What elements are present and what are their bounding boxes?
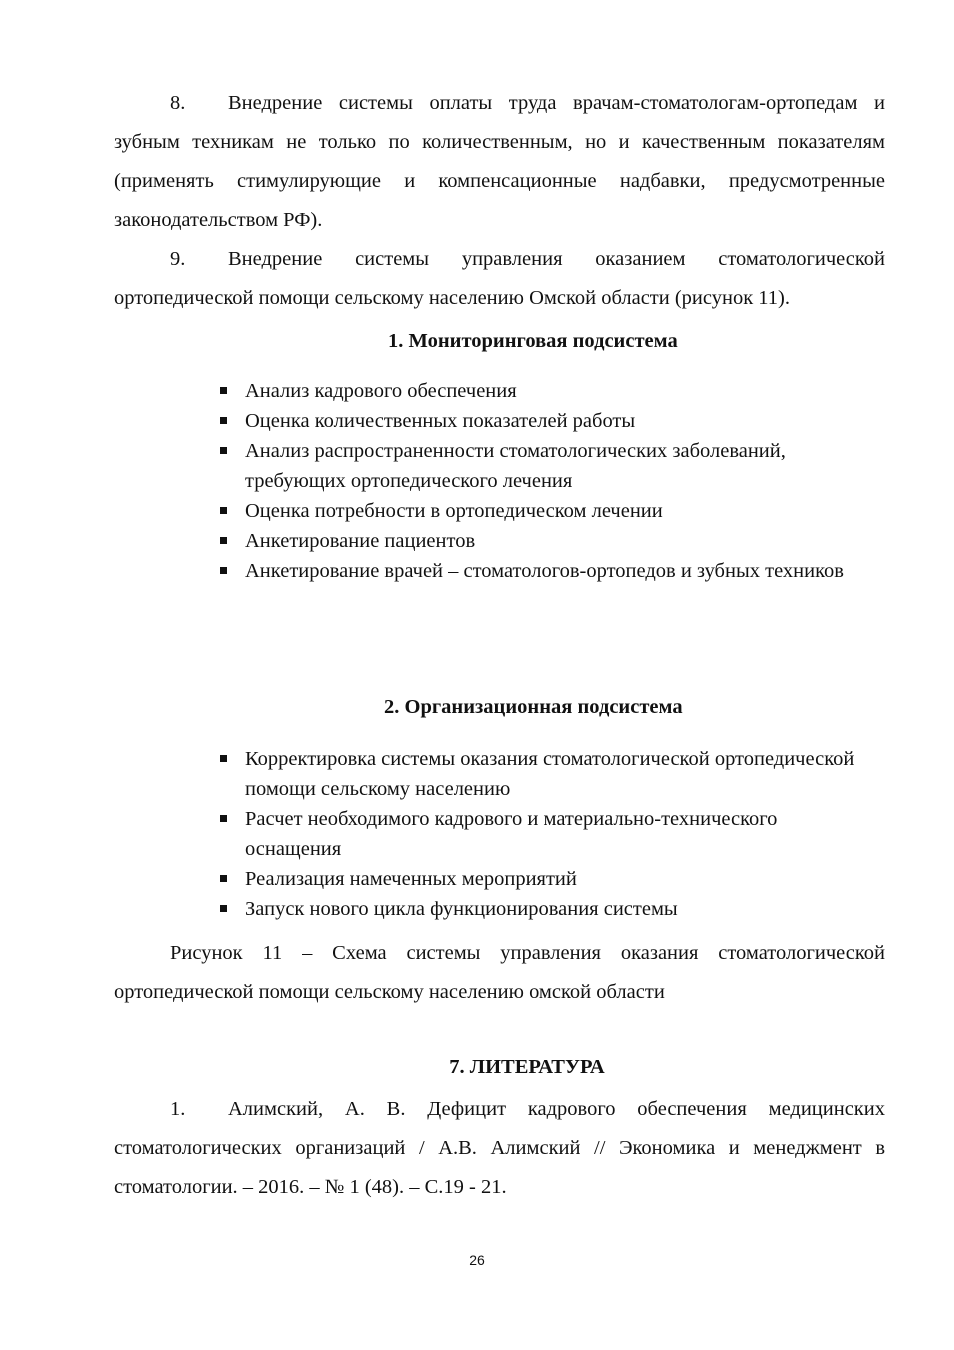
list-item [218, 744, 858, 804]
list-item [218, 556, 858, 586]
monitoring-subsystem-list [218, 376, 858, 586]
square-bullet-icon [220, 537, 227, 544]
reference-number: 1. [170, 1098, 186, 1120]
square-bullet-icon [220, 447, 227, 454]
list-item-text: Расчет необходимого кадрового и материально-технического оснащения [245, 808, 778, 860]
list-item [218, 864, 858, 894]
list-item [218, 804, 858, 864]
list-item [218, 894, 858, 924]
list-item-text: Запуск нового цикла функционирования системы [245, 898, 678, 920]
list-item [218, 436, 858, 496]
page-number: 26 [469, 1252, 485, 1268]
list-item [218, 376, 858, 406]
paragraph-item-9 [114, 240, 885, 318]
literature-heading: 7. ЛИТЕРАТУРА [449, 1056, 605, 1078]
square-bullet-icon [220, 815, 227, 822]
list-item-text: Анализ кадрового обеспечения [245, 380, 517, 402]
item-number: 9. [170, 248, 186, 270]
list-item-text: Анкетирование врачей – стоматологов-ортопедов и зубных техников [245, 560, 844, 582]
list-item-text: Реализация намеченных мероприятий [245, 868, 577, 890]
list-item [218, 526, 858, 556]
square-bullet-icon [220, 417, 227, 424]
list-item-text: Оценка потребности в ортопедическом лечении [245, 500, 663, 522]
list-item-text: Анкетирование пациентов [245, 530, 476, 552]
paragraph-item-8 [114, 84, 885, 240]
reference-item-1 [114, 1090, 885, 1207]
organizational-subsystem-title: 2. Организационная подсистема [384, 696, 683, 718]
item-text: Внедрение системы оплаты труда врачам-стоматологам-ортопедам и зубным техникам не только по количественным, но и качественным показателям (применять стимулирующие и компенсационные надбавки, предусмотренные законодательством РФ). [114, 92, 885, 231]
organizational-subsystem-list [218, 744, 858, 924]
figure-caption: Рисунок 11 – Схема системы управления оказания стоматологической ортопедической помощи сельскому населению омской области [114, 942, 885, 1003]
square-bullet-icon [220, 567, 227, 574]
list-item-text: Оценка количественных показателей работы [245, 410, 636, 432]
monitoring-subsystem-title: 1. Мониторинговая подсистема [388, 330, 678, 352]
square-bullet-icon [220, 387, 227, 394]
list-item-text: Корректировка системы оказания стоматологической ортопедической помощи сельскому населению [245, 748, 855, 800]
reference-text: Алимский, А. В. Дефицит кадрового обеспечения медицинских стоматологических организаций / А.В. Алимский // Экономика и менеджмент в стоматологии. – 2016. – № 1 (48). – С.19 - 21. [114, 1098, 885, 1198]
square-bullet-icon [220, 875, 227, 882]
item-text: Внедрение системы управления оказанием стоматологической ортопедической помощи сельскому населению Омской области (рисунок 11). [114, 248, 885, 309]
list-item [218, 406, 858, 436]
list-item-text: Анализ распространенности стоматологических заболеваний, требующих ортопедического лечения [245, 440, 786, 492]
list-item [218, 496, 858, 526]
square-bullet-icon [220, 905, 227, 912]
square-bullet-icon [220, 507, 227, 514]
item-number: 8. [170, 92, 186, 114]
square-bullet-icon [220, 755, 227, 762]
